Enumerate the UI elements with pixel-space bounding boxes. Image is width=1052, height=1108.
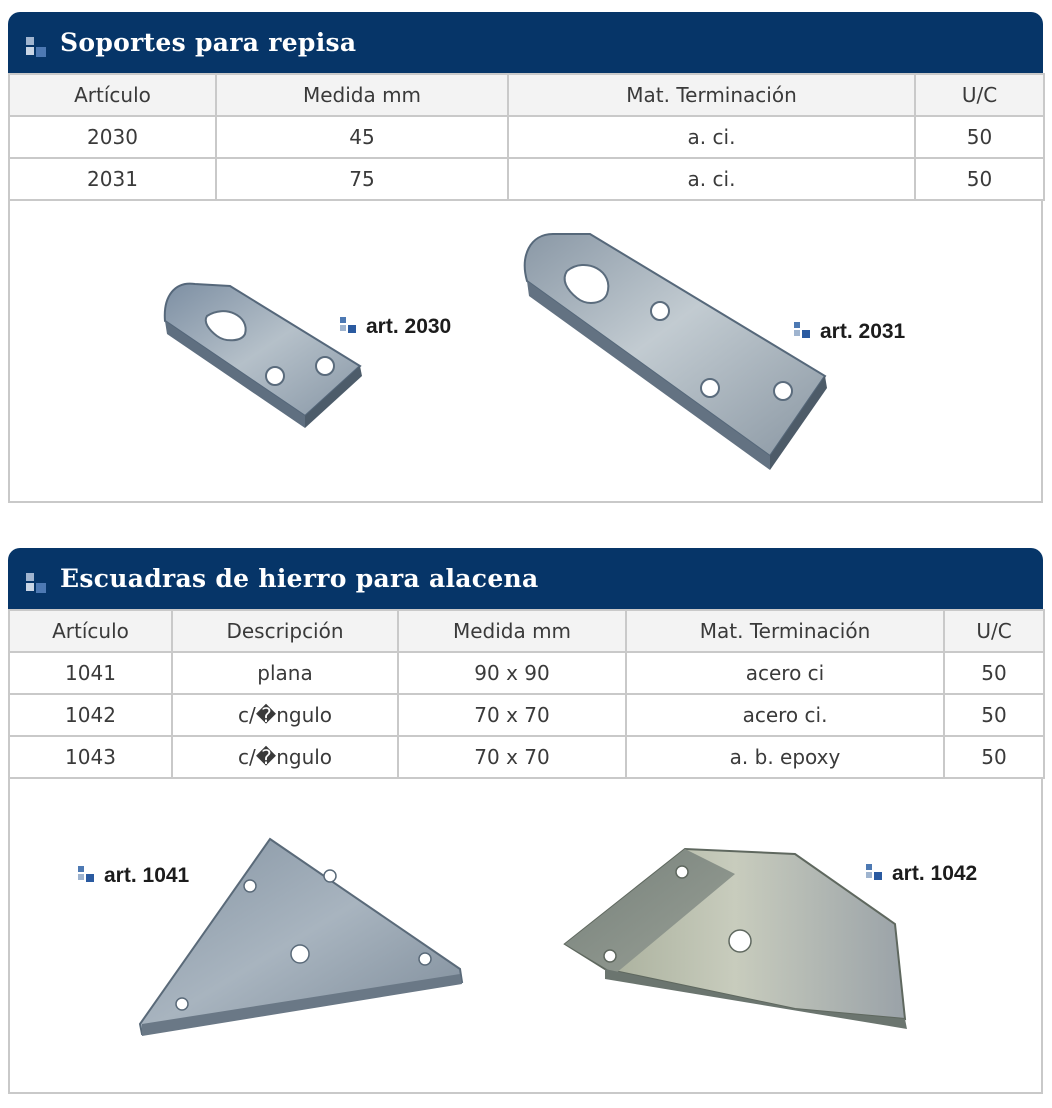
table-cell: 90 x 90 [398,652,626,694]
table-row [9,694,1044,736]
table-cell: 50 [944,736,1044,778]
section-title: Soportes para repisa [60,28,357,57]
column-header: Mat. Terminación [626,610,944,652]
section-title: Escuadras de hierro para alacena [60,564,539,593]
product-image-panel [8,779,1043,1094]
table-cell: 45 [216,116,508,158]
table-cell: 2030 [9,116,216,158]
bracket-2030-image [155,276,375,456]
table-cell: 50 [944,694,1044,736]
bracket-1041-image [130,834,475,1049]
table-cell: 70 x 70 [398,694,626,736]
table-header-row [9,74,1044,116]
bullet-squares-icon [866,864,886,884]
column-header: Medida mm [398,610,626,652]
table-cell: 1042 [9,694,172,736]
table-cell: 1041 [9,652,172,694]
table-cell: 50 [915,116,1044,158]
bullet-squares-icon [340,317,360,337]
section-header [8,548,1043,609]
table-cell: c/�ngulo [172,736,398,778]
product-image-panel [8,201,1043,503]
bullet-squares-icon [26,37,48,59]
column-header: Descripción [172,610,398,652]
article-label-2030 [340,315,451,339]
table-cell: 2031 [9,158,216,200]
article-label-text: art. 1042 [892,862,978,885]
table-row [9,736,1044,778]
bracket-1042-image [545,839,920,1044]
section-header [8,12,1043,73]
article-label-text: art. 2031 [820,320,906,343]
column-header: U/C [915,74,1044,116]
article-label-1042 [866,862,977,886]
article-label-text: art. 2030 [366,315,452,338]
article-label-2031 [794,320,905,344]
article-label-text: art. 1041 [104,864,190,887]
column-header: Mat. Terminación [508,74,915,116]
table-cell: 70 x 70 [398,736,626,778]
table-cell: acero ci [626,652,944,694]
bracket-2031-image [515,226,835,471]
table-cell: a. b. epoxy [626,736,944,778]
column-header: Medida mm [216,74,508,116]
table-cell: acero ci. [626,694,944,736]
table-cell: 50 [915,158,1044,200]
column-header: Artículo [9,610,172,652]
table-row [9,158,1044,200]
table-header-row [9,610,1044,652]
column-header: U/C [944,610,1044,652]
table-cell: a. ci. [508,116,915,158]
product-table [8,609,1045,779]
table-row [9,116,1044,158]
column-header: Artículo [9,74,216,116]
table-cell: 1043 [9,736,172,778]
table-cell: 75 [216,158,508,200]
section-escuadras [8,548,1043,1094]
table-cell: 50 [944,652,1044,694]
table-cell: plana [172,652,398,694]
bullet-squares-icon [26,573,48,595]
table-row [9,652,1044,694]
bullet-squares-icon [78,866,98,886]
section-soportes [8,12,1043,503]
product-table [8,73,1045,201]
table-cell: c/�ngulo [172,694,398,736]
table-cell: a. ci. [508,158,915,200]
bullet-squares-icon [794,322,814,342]
